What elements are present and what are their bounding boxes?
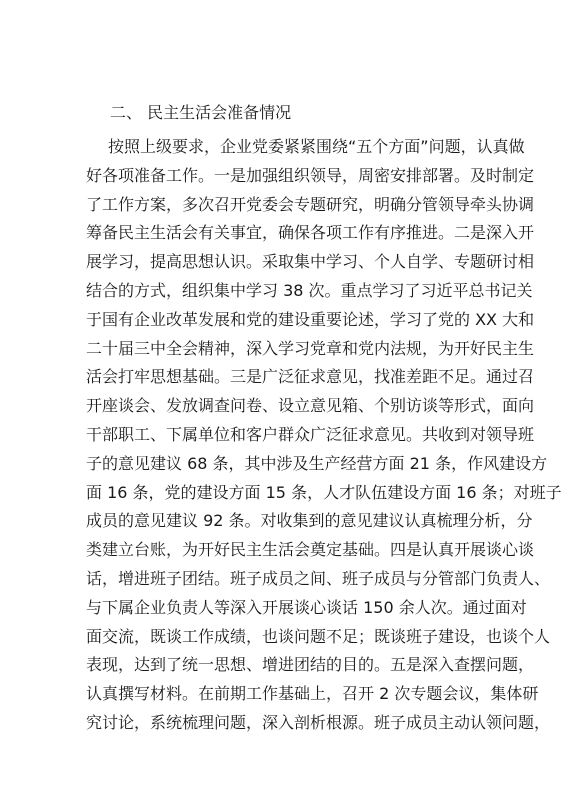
paragraph-line: 于国有企业改革发展和党的建设重要论述，学习了党的 XX 大和 (86, 309, 535, 329)
paragraph-line: 筹备民主生活会有关事宜，确保各项工作有序推进。二是深入开 (86, 223, 535, 243)
paragraph-line: 面交流，既谈工作成绩，也谈问题不足；既谈班子建设，也谈个人 (86, 626, 551, 646)
paragraph-line: 好各项准备工作。一是加强组织领导，周密安排部署。及时制定 (86, 165, 535, 185)
paragraph-line: 干部职工、下属单位和客户群众广泛征求意见。共收到对领导班 (86, 424, 535, 444)
paragraph-line: 究讨论，系统梳理问题，深入剖析根源。班子成员主动认领问题， (86, 712, 551, 732)
paragraph-line: 面 16 条，党的建设方面 15 条，人才队伍建设方面 16 条；对班子 (86, 482, 562, 502)
paragraph-line: 子的意见建议 68 条，其中涉及生产经营方面 21 条，作风建设方 (86, 453, 548, 473)
paragraph-line: 展学习，提高思想认识。采取集中学习、个人自学、专题研讨相 (86, 252, 535, 272)
paragraph-line: 开座谈会、发放调查问卷、设立意见箱、个别访谈等形式，面向 (86, 396, 535, 416)
paragraph-line: 二十届三中全会精神，深入学习党章和党内法规，为开好民主生 (86, 338, 535, 358)
paragraph-line: 活会打牢思想基础。三是广泛征求意见，找准差距不足。通过召 (86, 367, 535, 387)
paragraph-line: 类建立台账，为开好民主生活会奠定基础。四是认真开展谈心谈 (86, 540, 535, 560)
paragraph-line: 按照上级要求，企业党委紧紧围绕“五个方面”问题，认真做 (108, 137, 525, 156)
paragraph-line: 话，增进班子团结。班子成员之间、班子成员与分管部门负责人、 (86, 568, 551, 588)
section-heading: 二、 民主生活会准备情况 (110, 103, 292, 122)
paragraph-line: 了工作方案，多次召开党委会专题研究，明确分管领导牵头协调 (86, 194, 535, 214)
paragraph-line: 认真撰写材料。在前期工作基础上，召开 2 次专题会议，集体研 (86, 684, 539, 704)
body-paragraph (86, 133, 562, 738)
paragraph-line: 结合的方式，组织集中学习 38 次。重点学习了习近平总书记关 (86, 280, 533, 300)
paragraph-line: 与下属企业负责人等深入开展谈心谈话 150 余人次。通过面对 (86, 597, 527, 617)
paragraph-line: 表现，达到了统一思想、增进团结的目的。五是深入查摆问题， (86, 655, 535, 675)
paragraph-line: 成员的意见建议 92 条。对收集到的意见建议认真梳理分析，分 (86, 511, 533, 531)
